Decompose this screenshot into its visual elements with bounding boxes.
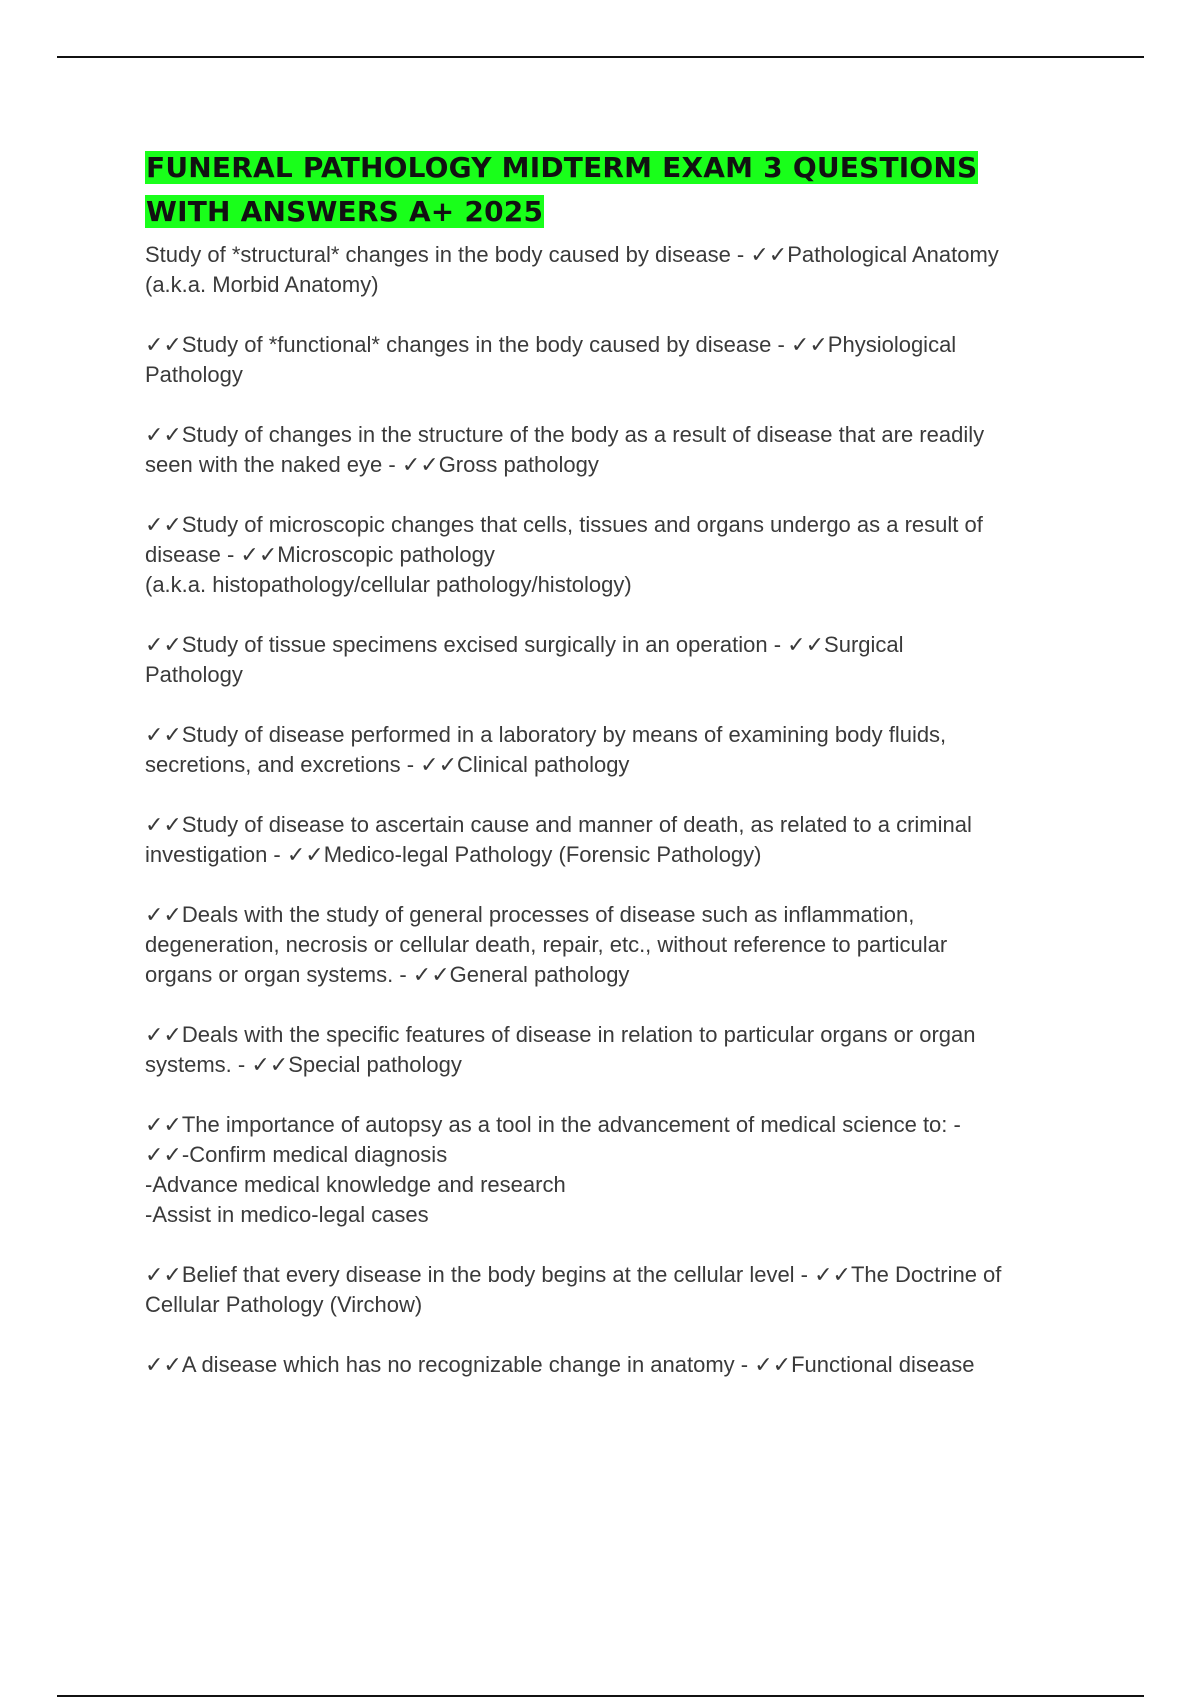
- qa-entry-11: ✓✓Belief that every disease in the body begins at the cellular level - ✓✓The Doctrine of Cellular Pathology (Virchow): [145, 1262, 1002, 1317]
- qa-list: [145, 240, 1090, 1380]
- qa-entry-8: ✓✓Deals with the study of general processes of disease such as inflammation, degeneration, necrosis or cellular death, repair, etc., without reference to particular organs or organ systems. - ✓✓General pathology: [145, 902, 948, 987]
- header-rule: [57, 56, 1144, 58]
- footer-rule: [57, 1695, 1144, 1697]
- qa-entry-2: ✓✓Study of *functional* changes in the body caused by disease - ✓✓Physiological Pathology: [145, 332, 957, 387]
- qa-entry-1: Study of *structural* changes in the body caused by disease - ✓✓Pathological Anatomy (a.k.a. Morbid Anatomy): [145, 242, 999, 297]
- qa-entry-6: ✓✓Study of disease performed in a laboratory by means of examining body fluids, secretions, and excretions - ✓✓Clinical pathology: [145, 722, 947, 777]
- title-line-2: WITH ANSWERS A+ 2025: [146, 195, 544, 228]
- qa-entry-3: ✓✓Study of changes in the structure of the body as a result of disease that are readily seen with the naked eye - ✓✓Gross pathology: [145, 422, 985, 477]
- qa-entry-7: ✓✓Study of disease to ascertain cause and manner of death, as related to a criminal investigation - ✓✓Medico-legal Pathology (Forensic Pathology): [145, 812, 972, 867]
- qa-entry-10: ✓✓The importance of autopsy as a tool in the advancement of medical science to: - ✓✓-Confirm medical diagnosis -Advance medical knowledge and research -Assist in medico-legal cases: [145, 1112, 961, 1227]
- title-line-1: FUNERAL PATHOLOGY MIDTERM EXAM 3 QUESTIONS: [146, 151, 978, 184]
- qa-entry-4: ✓✓Study of microscopic changes that cells, tissues and organs undergo as a result of disease - ✓✓Microscopic pathology (a.k.a. histopathology/cellular pathology/histology): [145, 512, 983, 597]
- qa-entry-5: ✓✓Study of tissue specimens excised surgically in an operation - ✓✓Surgical Pathology: [145, 632, 904, 687]
- document-body: [145, 146, 1090, 1410]
- document-title: [145, 146, 1090, 234]
- qa-entry-9: ✓✓Deals with the specific features of disease in relation to particular organs or organ systems. - ✓✓Special pathology: [145, 1022, 976, 1077]
- qa-entry-12: ✓✓A disease which has no recognizable change in anatomy - ✓✓Functional disease: [145, 1352, 975, 1377]
